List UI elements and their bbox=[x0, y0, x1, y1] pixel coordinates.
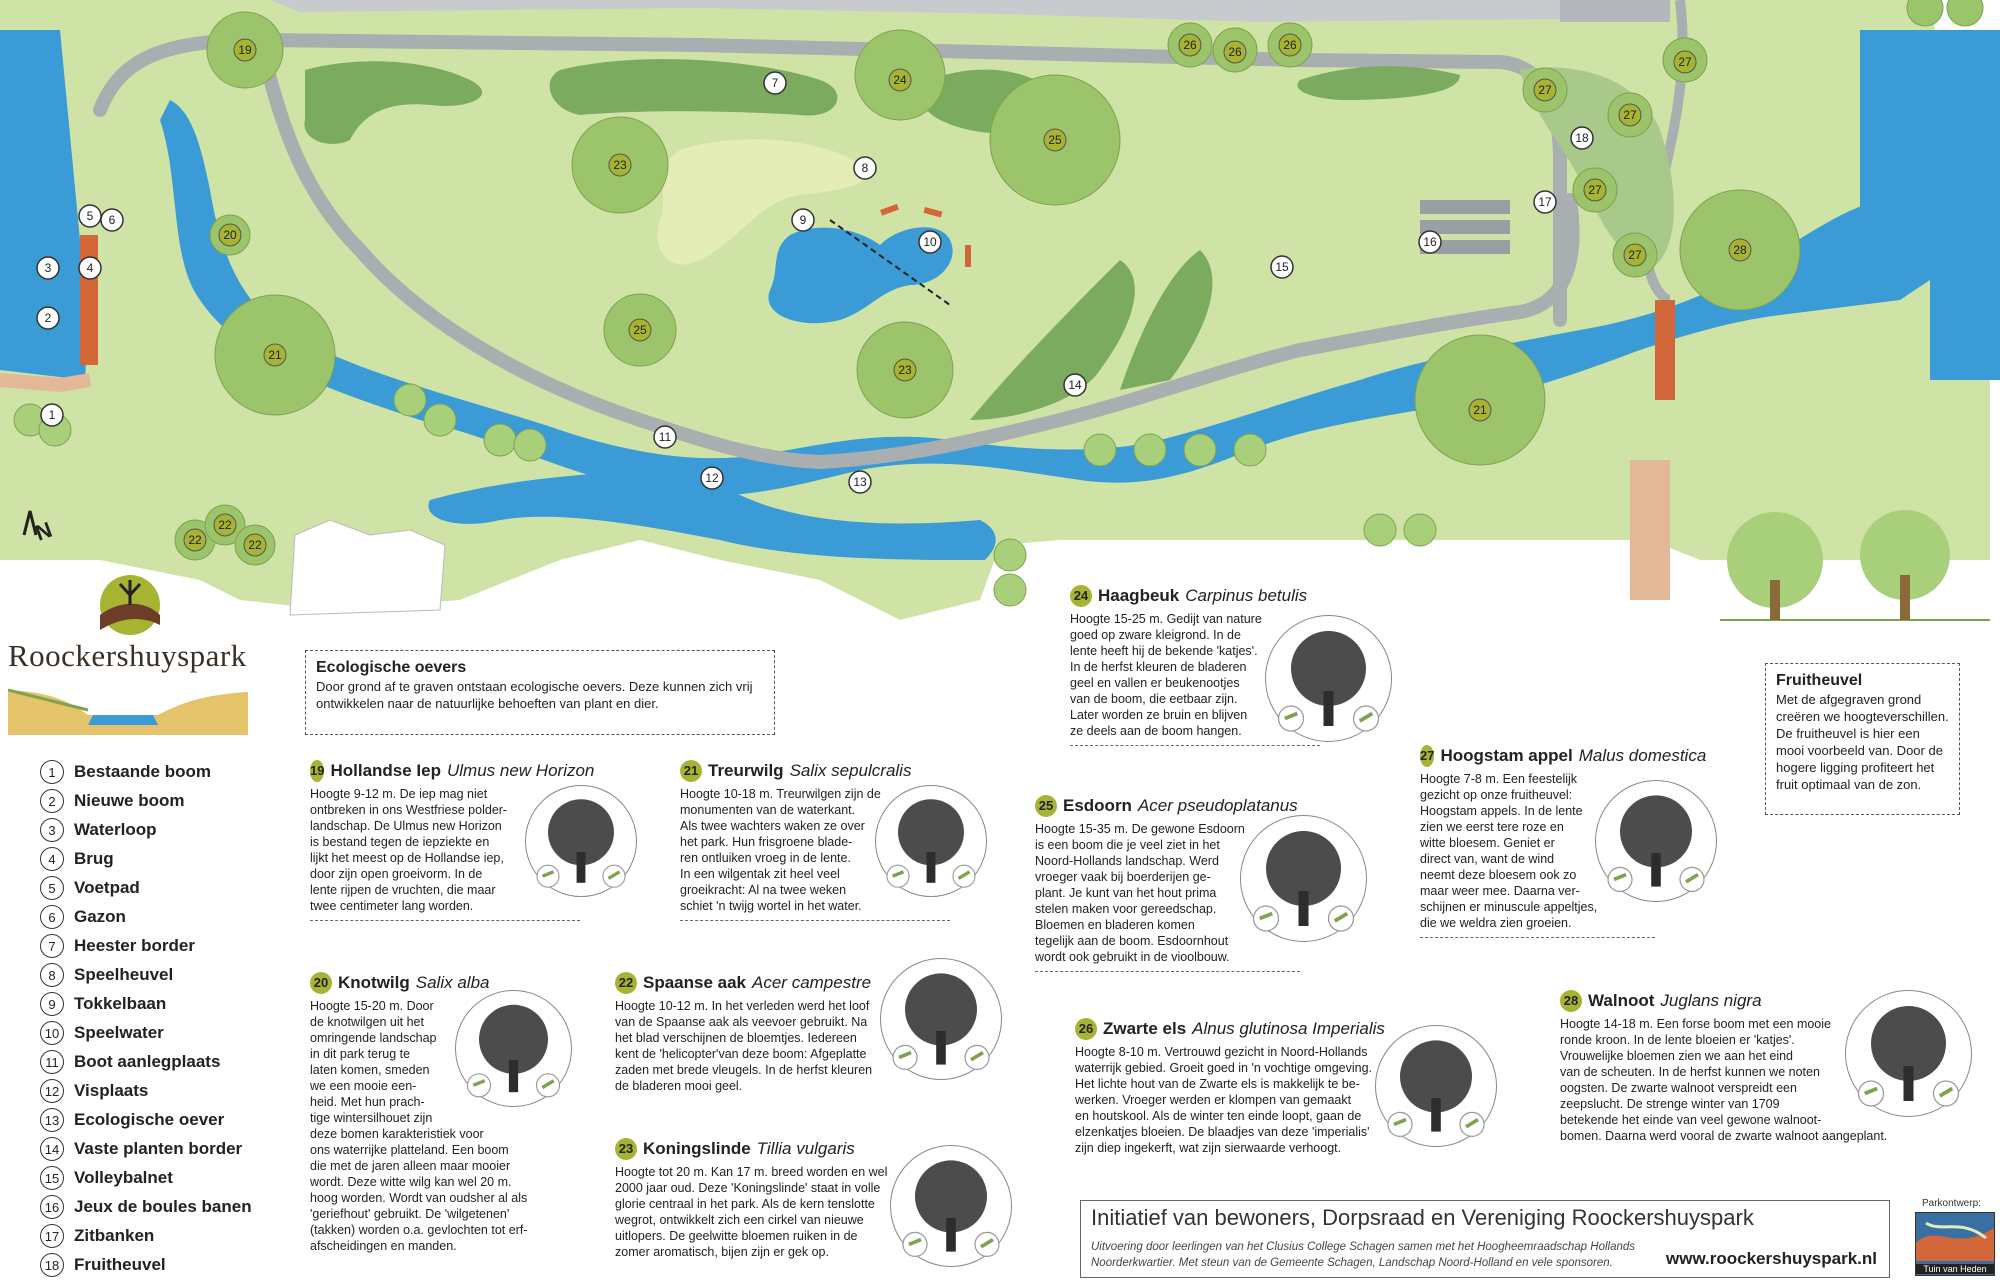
legend-label: Zitbanken bbox=[74, 1226, 155, 1245]
designer-label: Parkontwerp: bbox=[1922, 1198, 1981, 1209]
fruitheuvel-text: Met de afgegraven grond creëren we hoogteverschillen. De fruitheuvel is hier een mooi voorbeeld van. Door de hogere ligging profiteert het fruit optimaal van de zon. bbox=[1776, 692, 1949, 792]
fruitheuvel-title: Fruitheuvel bbox=[1776, 672, 1863, 689]
legend-label: Brug bbox=[74, 849, 114, 868]
eco-oevers-text: Door grond af te graven ontstaan ecologische oevers. Deze kunnen zich vrij ontwikkelen naar de natuurlijke behoeften van plant en dier. bbox=[316, 679, 753, 711]
fruitheuvel-box bbox=[1765, 663, 1960, 815]
website-link[interactable]: www.roockershuyspark.nl bbox=[1666, 1249, 1877, 1268]
legend-item bbox=[40, 1135, 242, 1163]
tree-silhouette-icon bbox=[1241, 816, 1366, 941]
tree-latin-name: Alnus glutinosa Imperialis bbox=[1192, 1019, 1385, 1038]
map-marker-number: 11 bbox=[658, 430, 672, 444]
legend-item bbox=[40, 1077, 148, 1105]
tree-name: Esdoorn bbox=[1063, 796, 1132, 815]
tree-illustration-21 bbox=[875, 785, 987, 897]
tree-marker-number: 23 bbox=[613, 158, 627, 172]
legend-number: 2 bbox=[40, 789, 64, 813]
map-marker-number: 2 bbox=[44, 311, 52, 325]
tree-marker-number: 25 bbox=[1048, 133, 1062, 147]
designer-logo bbox=[1915, 1212, 1995, 1276]
legend-label: Boot aanlegplaats bbox=[74, 1052, 221, 1071]
tree-number-badge: 28 bbox=[1560, 990, 1582, 1012]
map-marker-number: 9 bbox=[799, 213, 807, 227]
tree-silhouette-icon bbox=[1266, 616, 1391, 741]
legend-number: 1 bbox=[40, 760, 64, 784]
legend-label: Voetpad bbox=[74, 878, 140, 897]
legend-label: Speelwater bbox=[74, 1023, 164, 1042]
tree-description: Hoogte 9-12 m. De iep mag niet ontbreken in ons Westfriese polder- landschap. De Ulmus new Horizon is bestand tegen de iepziekte en lijkt het meest op de Hollandse iep, door zijn open groeivorm. In de lente rijpen de vruchten, die maar twee centimeter lang worden. bbox=[310, 787, 508, 913]
tree-illustration-19 bbox=[525, 785, 637, 897]
tree-latin-name: Acer pseudoplatanus bbox=[1137, 796, 1298, 815]
tree-marker-number: 25 bbox=[633, 323, 647, 337]
legend-number: 12 bbox=[40, 1079, 64, 1103]
legend-item bbox=[40, 932, 195, 960]
tree-number-badge: 21 bbox=[680, 760, 702, 782]
tree-marker-number: 27 bbox=[1678, 55, 1692, 69]
credit-line-2: Noorderkwartier. Met steun van de Gemeente Schagen, Landschap Noord-Holland en vele sponsoren. bbox=[1091, 1257, 1613, 1269]
legend-item bbox=[40, 903, 126, 931]
legend-label: Fruitheuvel bbox=[74, 1255, 166, 1274]
tree-marker-number: 26 bbox=[1283, 38, 1297, 52]
tree-illustration-23 bbox=[890, 1145, 1012, 1267]
legend-number: 4 bbox=[40, 847, 64, 871]
legend-number: 15 bbox=[40, 1166, 64, 1190]
tree-description: Hoogte 10-12 m. In het verleden werd het loof van de Spaanse aak als veevoer gebruikt. Na het blad verschijnen de bloemtjes. Iedereen kent de 'helicopter'van deze boom: Afgeplatte zaden met brede vleugels. In de herfst kleuren de bladeren mooi geel. bbox=[615, 999, 873, 1093]
tree-marker-number: 21 bbox=[1473, 403, 1487, 417]
tree-latin-name: Tillia vulgaris bbox=[756, 1139, 855, 1158]
tree-description: Hoogte tot 20 m. Kan 17 m. breed worden en wel 2000 jaar oud. Deze 'Koningslinde' staat in volle glorie centraal in het park. Als de kern tenslotte wegrot, ontwikkelt zich een cirkel van nieuwe uitlopers. De geelwitte bloemen ruiken in de zomer aromatisch, bijen zijn er gek op. bbox=[615, 1165, 888, 1259]
legend-item bbox=[40, 1164, 173, 1192]
tree-latin-name: Acer campestre bbox=[752, 973, 872, 992]
legend-item bbox=[40, 758, 211, 786]
tree-description: Hoogte 14-18 m. Een forse boom met een mooie ronde kroon. In de lente bloeien er 'katjes'. Vrouwelijke bloemen zien we aan het eind van de scheuten. In de herfst kunnen we noten oogsten. De zwarte walnoot verspreidt een zeepslucht. De strenge winter van 1709 betekende het einde van veel gewone walnoot- bomen. Daarna werd vooral de zwarte walnoot aangeplant. bbox=[1560, 1017, 1888, 1143]
tree-marker-number: 26 bbox=[1183, 38, 1197, 52]
tree-number-badge: 19 bbox=[310, 760, 324, 782]
legend-number: 6 bbox=[40, 905, 64, 929]
legend-number: 7 bbox=[40, 934, 64, 958]
map-marker-number: 8 bbox=[861, 161, 869, 175]
legend-item bbox=[40, 1251, 166, 1279]
park-title: Roockershuyspark bbox=[8, 638, 247, 673]
legend-number: 10 bbox=[40, 1021, 64, 1045]
legend-label: Gazon bbox=[74, 907, 126, 926]
legend-number: 13 bbox=[40, 1108, 64, 1132]
legend-label: Waterloop bbox=[74, 820, 157, 839]
tree-marker-number: 21 bbox=[268, 348, 282, 362]
tree-name: Hoogstam appel bbox=[1440, 746, 1573, 765]
eco-oevers-title: Ecologische oevers bbox=[316, 659, 467, 676]
bridge-left bbox=[80, 235, 98, 365]
tree-illustration-22 bbox=[880, 958, 1002, 1080]
map-marker-number: 3 bbox=[44, 261, 52, 275]
legend-label: Visplaats bbox=[74, 1081, 149, 1100]
bridge-right bbox=[1655, 300, 1675, 400]
tree-marker-number: 24 bbox=[893, 73, 907, 87]
legend-number: 3 bbox=[40, 818, 64, 842]
tree-description: Hoogte 7-8 m. Een feestelijk gezicht op onze fruitheuvel: Hoogstam appels. In de lente zien we eerst tere roze en witte bloesem. Geniet er direct van, want de wind neemt deze bloesem ook zo maar weer mee. Daarna ver- schijnen er minuscule appeltjes, die we weldra zien groeien. bbox=[1420, 772, 1598, 930]
tree-number-badge: 25 bbox=[1035, 795, 1057, 817]
tree-description: Hoogte 15-35 m. De gewone Esdoorn is een boom die je veel ziet in het Noord-Hollands landschap. Werd vroeger vaak bij boerderijen ge- plant. Je kunt van het hout prima stelen maken voor gereedschap. Bloemen en bladeren komen tegelijk aan de boom. Esdoornhout wordt ook gebruikt in de vioolbouw. bbox=[1035, 822, 1245, 964]
legend-item bbox=[40, 816, 156, 844]
eco-oevers-box bbox=[305, 650, 775, 735]
tree-name: Spaanse aak bbox=[643, 973, 747, 992]
tree-latin-name: Salix alba bbox=[415, 973, 490, 992]
tree-number-badge: 20 bbox=[310, 972, 332, 994]
legend-number: 18 bbox=[40, 1253, 64, 1277]
map-marker-number: 13 bbox=[853, 475, 867, 489]
north-label: N bbox=[31, 516, 56, 545]
tree-marker-number: 27 bbox=[1588, 183, 1602, 197]
tree-latin-name: Ulmus new Horizon bbox=[447, 761, 595, 780]
north-arrow bbox=[16, 505, 56, 545]
tree-latin-name: Malus domestica bbox=[1578, 746, 1707, 765]
credit-title: Initiatief van bewoners, Dorpsraad en Vereniging Roockershuyspark bbox=[1091, 1205, 1754, 1230]
left-path bbox=[0, 380, 90, 385]
tree-card-23 bbox=[615, 1138, 895, 1260]
legend-number: 9 bbox=[40, 992, 64, 1016]
tree-silhouette-icon bbox=[526, 786, 636, 896]
map-marker-number: 5 bbox=[86, 209, 94, 223]
tree-illustration-20 bbox=[455, 990, 572, 1107]
tree-name: Walnoot bbox=[1588, 991, 1655, 1010]
tree-silhouette-icon bbox=[1596, 781, 1716, 901]
legend-label: Nieuwe boom bbox=[74, 791, 185, 810]
tree-marker-number: 27 bbox=[1623, 108, 1637, 122]
legend-item bbox=[40, 1048, 220, 1076]
legend-label: Ecologische oever bbox=[74, 1110, 225, 1129]
legend-item bbox=[40, 990, 166, 1018]
tree-marker-number: 22 bbox=[218, 518, 232, 532]
tree-number-badge: 23 bbox=[615, 1138, 637, 1160]
credit-line-1: Uitvoering door leerlingen van het Clusius College Schagen samen met het Hoogheemraadschap Hollands bbox=[1091, 1241, 1636, 1253]
tree-marker-number: 26 bbox=[1228, 45, 1242, 59]
legend-number: 16 bbox=[40, 1195, 64, 1219]
tree-description: Hoogte 15-25 m. Gedijt van nature goed op zware kleigrond. In de lente heeft hij de bekende 'katjes'. In de herfst kleuren de bladeren geel en vallen er beukenootjes van de boom, die eetbaar zijn. Later worden ze bruin en blijven ze deels aan de boom hangen. bbox=[1070, 612, 1262, 738]
tree-silhouette-icon bbox=[891, 1146, 1011, 1266]
tree-marker-number: 22 bbox=[248, 538, 262, 552]
map-marker-number: 1 bbox=[48, 408, 56, 422]
legend-number: 11 bbox=[40, 1050, 64, 1074]
tree-silhouette-icon bbox=[456, 991, 571, 1106]
legend-item bbox=[40, 845, 114, 873]
cross-section bbox=[8, 680, 248, 735]
north-arrow-icon bbox=[16, 505, 56, 545]
tree-description: Hoogte 8-10 m. Vertrouwd gezicht in Noord-Hollands waterrijk gebied. Groeit goed in 'n vochtige omgeving. Het lichte hout van de Zwarte els is makkelijk te be- werken. Vroeger werden er klompen van gemaakt en houtskool. Als de winter ten einde loopt, gaan de elzenkatjes bloeien. De blaadjes van deze 'imperialis' zijn diep ingekerft, wat zijn sierwaarde verhoogt. bbox=[1075, 1045, 1372, 1155]
tree-latin-name: Carpinus betulis bbox=[1185, 586, 1308, 605]
map-marker-number: 18 bbox=[1575, 131, 1589, 145]
park-logo bbox=[90, 570, 170, 640]
tree-latin-name: Juglans nigra bbox=[1660, 991, 1762, 1010]
tree-name: Treurwilg bbox=[708, 761, 784, 780]
tree-latin-name: Salix sepulcralis bbox=[789, 761, 912, 780]
legend-label: Jeux de boules banen bbox=[74, 1197, 252, 1216]
tree-illustration-24 bbox=[1265, 615, 1392, 742]
tree-number-badge: 22 bbox=[615, 972, 637, 994]
map-marker-number: 15 bbox=[1275, 260, 1289, 274]
tree-marker-number: 19 bbox=[238, 43, 252, 57]
tree-illustration-25 bbox=[1240, 815, 1367, 942]
tree-description: Hoogte 10-18 m. Treurwilgen zijn de monumenten van de waterkant. Als twee wachters waken ze over het park. Hun frisgroene blade- ren ontluiken vroeg in de lente. In een wilgentak zit heel veel groeikracht: Al na twee weken schiet 'n twijg wortel in het water. bbox=[680, 787, 881, 913]
legend-item bbox=[40, 961, 173, 989]
tree-silhouette-icon bbox=[881, 959, 1001, 1079]
legend-number: 14 bbox=[40, 1137, 64, 1161]
legend-label: Volleybalnet bbox=[74, 1168, 173, 1187]
map-marker-number: 6 bbox=[108, 213, 116, 227]
legend-item bbox=[40, 1222, 154, 1250]
legend-label: Tokkelbaan bbox=[74, 994, 167, 1013]
tree-name: Koningslinde bbox=[643, 1139, 751, 1158]
tree-marker-number: 22 bbox=[188, 533, 202, 547]
tree-card-22 bbox=[615, 972, 875, 1094]
tree-name: Haagbeuk bbox=[1098, 586, 1180, 605]
tree-marker-number: 20 bbox=[223, 228, 237, 242]
designer-artwork-icon bbox=[1916, 1213, 1994, 1261]
bridge-bottom bbox=[1630, 460, 1670, 600]
map-marker-number: 4 bbox=[86, 261, 94, 275]
legend-number: 5 bbox=[40, 876, 64, 900]
top-road-strip bbox=[1560, 0, 1670, 22]
legend-item bbox=[40, 874, 140, 902]
legend-item bbox=[40, 1106, 224, 1134]
credit-box bbox=[1080, 1200, 1890, 1278]
tree-marker-number: 27 bbox=[1538, 83, 1552, 97]
legend-item bbox=[40, 787, 185, 815]
tree-marker-number: 23 bbox=[898, 363, 912, 377]
map-marker-number: 12 bbox=[705, 471, 719, 485]
map-marker-number: 17 bbox=[1538, 195, 1552, 209]
legend-number: 17 bbox=[40, 1224, 64, 1248]
legend-label: Vaste planten border bbox=[74, 1139, 243, 1158]
tree-number-badge: 26 bbox=[1075, 1018, 1097, 1040]
logo-icon bbox=[90, 570, 170, 640]
map-marker-number: 14 bbox=[1068, 378, 1082, 392]
tree-silhouette-icon bbox=[1376, 1026, 1496, 1146]
designer-name: Tuin van Heden bbox=[1916, 1264, 1994, 1274]
tree-name: Zwarte els bbox=[1103, 1019, 1187, 1038]
legend-label: Heester border bbox=[74, 936, 195, 955]
legend-item bbox=[40, 1193, 252, 1221]
legend-item bbox=[40, 1019, 164, 1047]
tree-silhouette-icon bbox=[876, 786, 986, 896]
tree-silhouette-icon bbox=[1846, 991, 1971, 1116]
tree-illustration-26 bbox=[1375, 1025, 1497, 1147]
legend-number: 8 bbox=[40, 963, 64, 987]
tree-description: Hoogte 15-20 m. Door de knotwilgen uit het omringende landschap in dit park terug te laten komen, smeden we een mooie een- heid. Met hun prach- tige wintersilhouet zijn deze bomen karakteristiek voor ons waterrijke platteland. Een boom die met de jaren alleen maar mooier wordt. Deze witte wilg kan wel 20 m. hoog worden. Wordt van oudsher al als 'geriefhout' gebruikt. De 'wilgetenen' (takken) worden o.a. gevlochten tot erf- afscheidingen en manden. bbox=[310, 999, 528, 1253]
tree-card-26 bbox=[1075, 1018, 1405, 1156]
map-marker-number: 7 bbox=[771, 76, 779, 90]
map-marker-number: 10 bbox=[923, 235, 937, 249]
tree-illustration-28 bbox=[1845, 990, 1972, 1117]
tree-name: Hollandse Iep bbox=[330, 761, 441, 780]
tree-marker-number: 28 bbox=[1733, 243, 1747, 257]
tree-illustration-27 bbox=[1595, 780, 1717, 902]
tree-number-badge: 27 bbox=[1420, 745, 1434, 767]
legend-label: Speelheuvel bbox=[74, 965, 174, 984]
tree-number-badge: 24 bbox=[1070, 585, 1092, 607]
tree-card-28 bbox=[1560, 990, 1890, 1144]
map-marker-number: 16 bbox=[1423, 235, 1437, 249]
tree-name: Knotwilg bbox=[338, 973, 410, 992]
tree-marker-number: 27 bbox=[1628, 248, 1642, 262]
legend-label: Bestaande boom bbox=[74, 762, 211, 781]
